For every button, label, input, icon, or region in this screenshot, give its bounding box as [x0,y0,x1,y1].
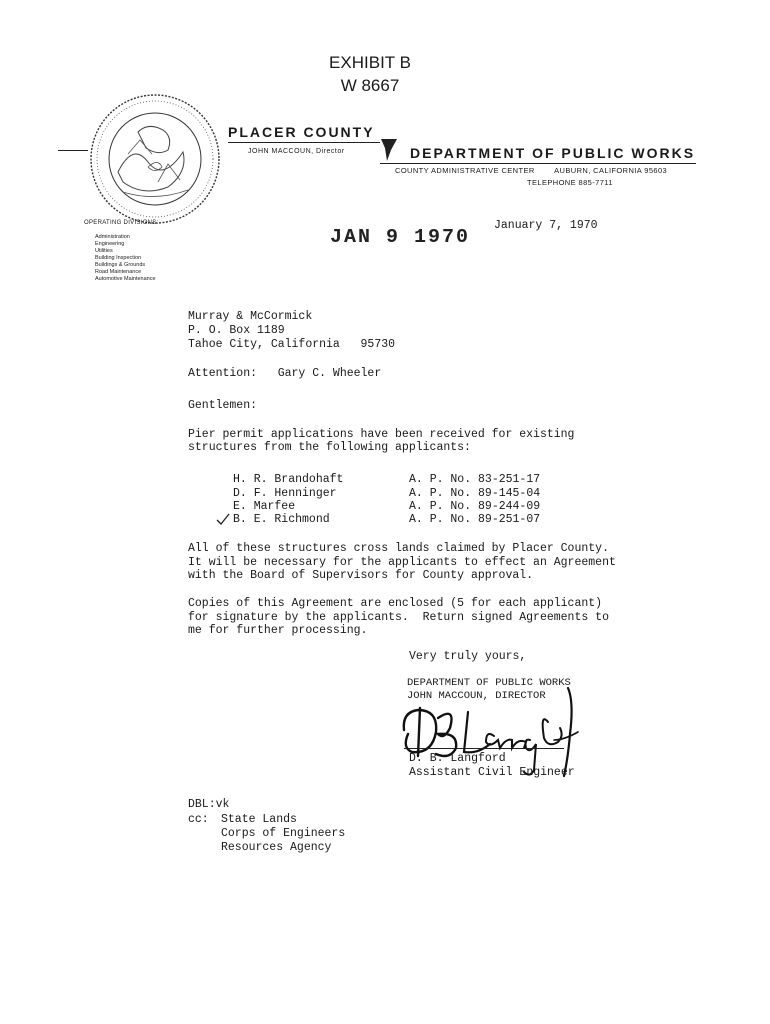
cc-recipient: Corps of Engineers [221,827,346,840]
signature-rule [404,748,564,749]
received-stamp: JAN 9 1970 [330,226,471,249]
applicant-name: H. R. Brandohaft [233,473,344,486]
division-item: Road Maintenance [95,269,142,275]
cc-label: cc: [188,813,209,826]
paragraph-line: Copies of this Agreement are enclosed (5 for each applicant) [188,597,603,610]
divisions-list [95,234,156,283]
divisions-heading: OPERATING DIVISIONS: [84,220,159,226]
signature-director: JOHN MACCOUN, DIRECTOR [407,690,546,702]
paragraph-line: All of these structures cross lands claimed by Placer County. [188,542,609,555]
cc-recipient: Resources Agency [221,841,332,854]
reference-initials: DBL:vk [188,798,230,811]
applicant-parcel: A. P. No. 89-251-07 [409,513,541,526]
division-item: Utilities [95,248,113,254]
department-rule [380,163,696,164]
applicant-name: D. F. Henninger [233,487,337,500]
paragraph-line: structures from the following applicants: [188,441,471,454]
applicant-name: B. E. Richmond [233,513,330,526]
attention-line: Attention: Gary C. Wheeler [188,367,382,380]
signer-name: D. B. Langford [409,752,506,765]
recipient-line: Murray & McCormick [188,310,313,323]
county-name: PLACER COUNTY [228,124,375,140]
division-item: Buildings & Grounds [95,262,146,268]
salutation: Gentlemen: [188,399,258,412]
paragraph-line: with the Board of Supervisors for County approval. [188,569,534,582]
applicant-parcel: A. P. No. 83-251-17 [409,473,541,486]
county-rule [228,142,380,143]
applicant-parcel: A. P. No. 89-145-04 [409,487,541,500]
letterhead-rule-left [58,150,88,151]
paragraph-line: me for further processing. [188,624,368,637]
check-mark-icon [216,513,230,525]
recipient-line: P. O. Box 1189 [188,324,285,337]
closing: Very truly yours, [409,650,527,663]
cc-recipient: State Lands [221,813,297,826]
division-item: Administration [95,234,130,240]
county-seal-icon [88,92,222,226]
recipient-line: Tahoe City, California 95730 [188,338,396,351]
letterhead-mark-icon [380,138,398,162]
exhibit-title: EXHIBIT B [329,53,411,72]
letterhead-director: JOHN MACCOUN, Director [248,148,345,155]
letterhead-address: COUNTY ADMINISTRATIVE CENTER AUBURN, CALIFORNIA 95603 [395,166,668,175]
exhibit-number: W 8667 [340,76,400,95]
division-item: Automotive Maintenance [95,276,156,282]
signature-department: DEPARTMENT OF PUBLIC WORKS [407,677,571,689]
applicant-parcel: A. P. No. 89-244-09 [409,500,541,513]
letterhead-telephone: TELEPHONE 885-7711 [527,178,613,187]
letter-date: January 7, 1970 [494,219,598,232]
signer-title: Assistant Civil Engineer [409,766,575,779]
department-name: DEPARTMENT OF PUBLIC WORKS [410,145,696,161]
paragraph-line: for signature by the applicants. Return signed Agreements to [188,611,609,624]
applicant-name: E. Marfee [233,500,296,513]
paragraph-line: Pier permit applications have been received for existing [188,428,575,441]
division-item: Engineering [95,241,125,247]
division-item: Building Inspection [95,255,142,261]
paragraph-line: It will be necessary for the applicants to effect an Agreement [188,556,616,569]
